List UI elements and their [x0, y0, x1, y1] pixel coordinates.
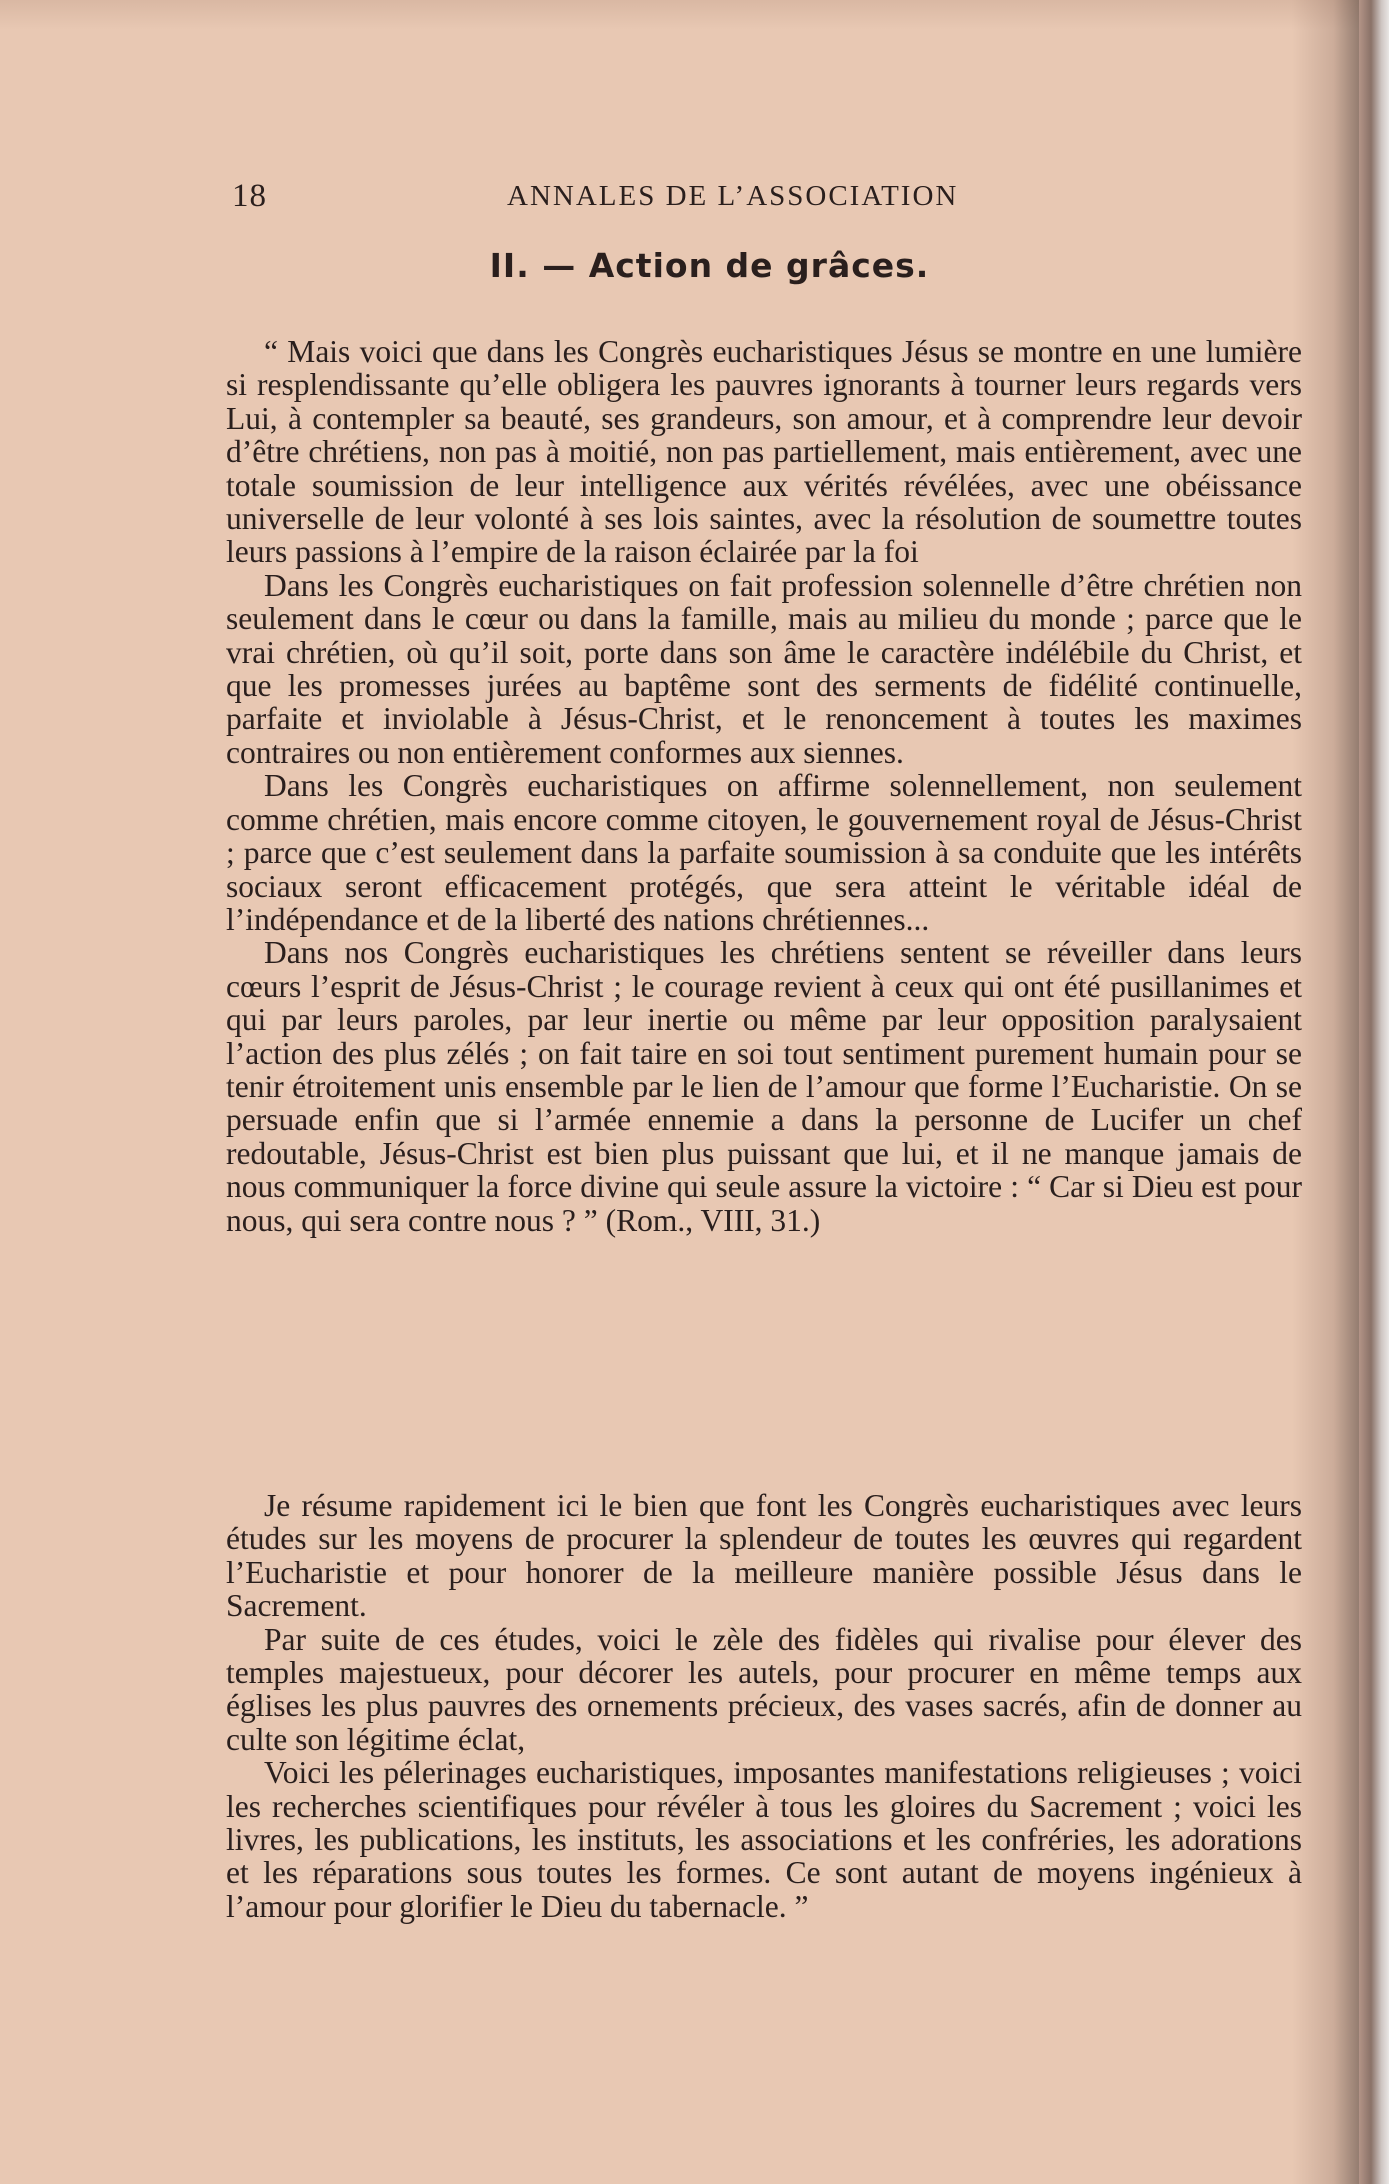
text-block-quote: [226, 335, 1302, 1237]
paragraph: Je résume rapidement ici le bien que font les Congrès eucharistiques avec leurs études sur les moyens de procurer la splendeur de toutes les œuvres qui regardent l’Eucharistie et pour honorer de la meilleure manière possible Jésus dans le Sacrement.: [226, 1488, 1302, 1624]
running-title: ANNALES DE L’ASSOCIATION: [507, 180, 959, 212]
text-block-summary: [226, 1489, 1302, 1923]
section-title: II. — Action de grâces.: [489, 246, 930, 285]
paragraph: Dans les Congrès eucharistiques on affirme solennellement, non seulement comme chrétien, mais encore comme citoyen, le gouvernement royal de Jésus-Christ ; parce que c’est seulement dans la parfaite soumission à sa conduite que les intérêts sociaux seront efficacement protégés, que sera atteint le véritable idéal de l’indépendance et de la liberté des nations chrétiennes...: [226, 768, 1302, 937]
running-header: [232, 178, 1050, 218]
page-edge: [1359, 0, 1389, 2184]
paragraph: Dans les Congrès eucharistiques on fait profession solennelle d’être chrétien non seulement dans le cœur ou dans la famille, mais au milieu du monde ; parce que le vrai chrétien, où qu’il soit, porte dans son âme le caractère indélébile du Christ, et que les promesses jurées au baptême sont des serments de fidélité continuelle, parfaite et inviolable à Jésus-Christ, et le renoncement à toutes les maximes contraires ou non entièrement conformes aux siennes.: [226, 567, 1302, 770]
paragraph: Voici les pélerinages eucharistiques, imposantes manifestations religieuses ; voici les recherches scientifiques pour révéler à tous les gloires du Sacrement ; voici les livres, les publications, les instituts, les associations et les confréries, les adorations et les réparations sous toutes les formes. Ce sont autant de moyens ingénieux à l’amour pour glorifier le Dieu du tabernacle. ”: [226, 1755, 1302, 1924]
paragraph: Par suite de ces études, voici le zèle des fidèles qui rivalise pour élever des temples majestueux, pour décorer les autels, pour procurer en même temps aux églises les plus pauvres des ornements précieux, des vases sacrés, afin de donner au culte son légitime éclat,: [226, 1621, 1302, 1757]
paragraph: Dans nos Congrès eucharistiques les chrétiens sentent se réveiller dans leurs cœurs l’esprit de Jésus-Christ ; le courage revient à ceux qui ont été pusillanimes et qui par leurs paroles, par leur inertie ou même par leur opposition paralysaient l’action des plus zélés ; on fait taire en soi tout sentiment purement humain pour se tenir étroitement unis ensemble par le lien de l’amour que forme l’Eucharistie. On se persuade enfin que si l’armée ennemie a dans la personne de Lucifer un chef redoutable, Jésus-Christ est bien plus puissant que lui, et il ne manque jamais de nous communiquer la force divine qui seule assure la victoire : “ Car si Dieu est pour nous, qui sera contre nous ? ” (Rom., VIII, 31.): [226, 935, 1302, 1238]
page-number: 18: [232, 178, 267, 214]
paragraph: “ Mais voici que dans les Congrès eucharistiques Jésus se montre en une lumière si resplendissante qu’elle obligera les pauvres ignorants à tourner leurs regards vers Lui, à contempler sa beauté, ses grandeurs, son amour, et à comprendre leur devoir d’être chrétiens, non pas à moitié, non pas partiellement, mais entièrement, avec une totale soumission de leur intelligence aux vérités révélées, avec une obéissance universelle de leur volonté à ses lois saintes, avec la résolution de soumettre toutes leurs passions à l’empire de la raison éclairée par la foi: [226, 334, 1302, 570]
